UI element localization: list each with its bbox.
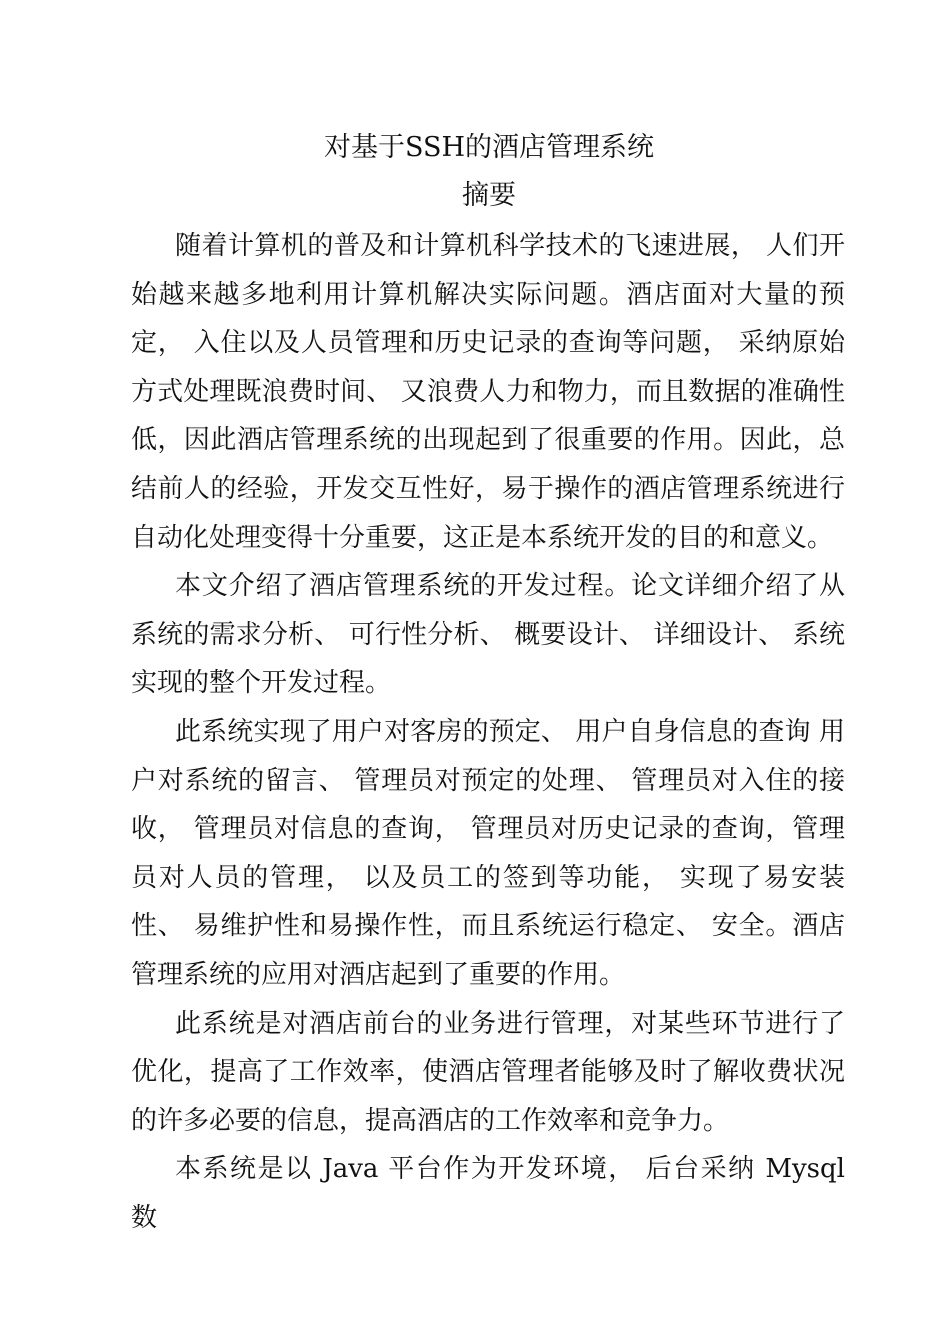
abstract-paragraph-3: 此系统实现了用户对客房的预定、 用户自身信息的查询 用户对系统的留言、 管理员对预定的处理、 管理员对入住的接收， 管理员对信息的查询， 管理员对历史记录的查询，管理员对人员的管理， 以及员工的签到等功能， 实现了易安装性、 易维护性和易操作性，而且系统运行稳定、 安全。酒店管理系统的应用对酒店起到了重要的作用。 — [131, 716, 845, 990]
abstract-paragraph-4: 此系统是对酒店前台的业务进行管理，对某些环节进行了优化，提高了工作效率，使酒店管理者能够及时了解收费状况的许多必要的信息，提高酒店的工作效率和竞争力。 — [131, 1008, 845, 1136]
document-title: 对基于SSH的酒店管理系统 — [323, 132, 655, 163]
abstract-paragraph-5: 本系统是以 Java 平台作为开发环境， 后台采纳 Mysql 数 — [131, 1154, 845, 1233]
abstract-paragraph-2: 本文介绍了酒店管理系统的开发过程。论文详细介绍了从系统的需求分析、 可行性分析、 概要设计、 详细设计、 系统实现的整个开发过程。 — [131, 571, 845, 699]
abstract-body — [131, 222, 845, 1242]
abstract-heading: 摘要 — [462, 180, 516, 211]
abstract-paragraph-1: 随着计算机的普及和计算机科学技术的飞速进展， 人们开始越来越多地利用计算机解决实际问题。酒店面对大量的预定， 入住以及人员管理和历史记录的查询等问题， 采纳原始方式处理既浪费时间、 又浪费人力和物力，而且数据的准确性低，因此酒店管理系统的出现起到了很重要的作用。因此，总结前人的经验，开发交互性好，易于操作的酒店管理系统进行自动化处理变得十分重要，这正是本系统开发的目的和意义。 — [131, 231, 845, 553]
